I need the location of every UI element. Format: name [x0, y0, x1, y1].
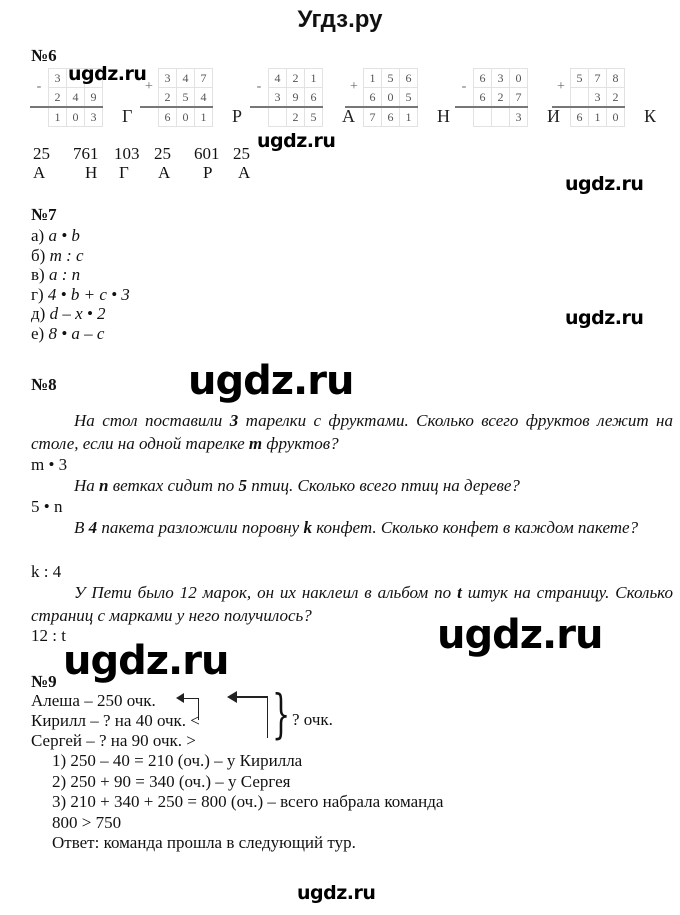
decode-number: 25: [233, 144, 250, 163]
digit-cell: 2: [287, 69, 305, 88]
decode-letter: А: [158, 163, 171, 182]
watermark: ugdz.ru: [437, 612, 603, 658]
task9-condition: [31, 691, 200, 751]
decode-number: 103: [114, 144, 140, 163]
decode-number: 761: [73, 144, 99, 163]
column-calculation: [455, 68, 560, 128]
task8-answer-1: m • 3: [31, 455, 68, 474]
digit-cell: 3: [492, 69, 510, 88]
digit-cell: 0: [177, 107, 195, 127]
digit-cell: 6: [159, 107, 177, 127]
watermark: ugdz.ru: [257, 130, 336, 152]
digit-cell: 5: [571, 69, 589, 88]
site-title: Угдз.ру: [297, 6, 383, 33]
digit-cell: 8: [607, 69, 625, 88]
digit-cell: 6: [364, 88, 382, 108]
digit-cell: 2: [492, 88, 510, 108]
solution-step: 1) 250 – 40 = 210 (оч.) – у Кирилла: [52, 751, 303, 770]
task7-item: е) 8 • a – c: [31, 323, 105, 343]
digit-cell: 9: [287, 88, 305, 108]
digit-cell: 1: [49, 107, 67, 127]
column-calculation: [345, 68, 450, 128]
watermark: ugdz.ru: [565, 307, 644, 329]
task7-list: [31, 226, 130, 343]
digit-cell: [492, 107, 510, 127]
digit-cell: 4: [195, 88, 213, 108]
digit-cell: 6: [382, 107, 400, 127]
digit-cell: [571, 88, 589, 108]
digit-cell: 7: [589, 69, 607, 88]
digit-cell: 2: [607, 88, 625, 108]
task9-solution: [52, 751, 443, 854]
digit-cell: 3: [510, 107, 528, 127]
digit-cell: 3: [589, 88, 607, 108]
result-letter: К: [644, 106, 657, 126]
digit-cell: 6: [571, 107, 589, 127]
task8-problem-4: У Пети было 12 марок, он их наклеил в альбом по t штук на страницу. Сколько страниц с марками у него получилось?: [31, 583, 673, 625]
task7-item: г) 4 • b + c • 3: [31, 284, 130, 304]
plus-sign: +: [350, 79, 358, 95]
decode-number: 601: [194, 144, 220, 163]
task8-answer-2: 5 • n: [31, 497, 63, 516]
digit-cell: 6: [474, 88, 492, 108]
digit-cell: 0: [510, 69, 528, 88]
digit-cell: 2: [49, 88, 67, 108]
digit-cell: 0: [607, 107, 625, 127]
task8-answer-3: k : 4: [31, 562, 62, 581]
decode-number: 25: [33, 144, 50, 163]
solution-step: 3) 210 + 340 + 250 = 800 (оч.) – всего набрала команда: [52, 792, 444, 811]
column-calculation: [140, 68, 243, 128]
digit-cell: 0: [382, 88, 400, 108]
minus-sign: -: [461, 79, 467, 95]
digit-cell: 7: [510, 88, 528, 108]
digit-cell: 1: [195, 107, 213, 127]
task8-problem-1: На стол поставили 3 тарелки с фруктами. Сколько всего фруктов лежит на столе, если на одной тарелке m фруктов?: [31, 411, 673, 453]
digit-cell: 3: [85, 107, 103, 127]
digit-cell: 5: [305, 107, 323, 127]
task6-heading: №6: [31, 46, 57, 65]
task7-item: б) m : c: [31, 245, 84, 265]
task7-item: д) d – x • 2: [31, 304, 106, 323]
digit-cell: 6: [305, 88, 323, 108]
digit-cell: [474, 107, 492, 127]
column-calculation: [250, 68, 355, 128]
digit-cell: 5: [400, 88, 418, 108]
digit-cell: 9: [85, 88, 103, 108]
result-letter: Н: [437, 106, 450, 126]
plus-sign: +: [557, 79, 565, 95]
digit-cell: 6: [474, 69, 492, 88]
decode-letter: Р: [203, 163, 213, 182]
brace-label: ? очк.: [292, 710, 333, 729]
decode-letter: А: [33, 163, 46, 182]
task8-answer-4: 12 : t: [31, 626, 66, 645]
watermark: ugdz.ru: [565, 173, 644, 195]
digit-cell: 7: [364, 107, 382, 127]
condition-line: Алеша – 250 очк.: [31, 691, 156, 710]
decode-number: 25: [154, 144, 171, 163]
digit-cell: 3: [269, 88, 287, 108]
decode-letter: А: [238, 163, 251, 182]
solution-step: 2) 250 + 90 = 340 (оч.) – у Сергея: [52, 771, 291, 791]
watermark: ugdz.ru: [297, 882, 376, 904]
digit-cell: 1: [364, 69, 382, 88]
digit-cell: 1: [589, 107, 607, 127]
digit-cell: 4: [269, 69, 287, 88]
minus-sign: -: [256, 79, 262, 95]
solution-answer: Ответ: команда прошла в следующий тур.: [52, 833, 356, 852]
result-letter: А: [342, 106, 355, 126]
digit-cell: 1: [400, 107, 418, 127]
task7-item: а) a • b: [31, 226, 80, 245]
digit-cell: 3: [49, 69, 67, 88]
task9-heading: №9: [31, 672, 57, 691]
digit-cell: 4: [67, 88, 85, 108]
task8-heading: №8: [31, 375, 57, 394]
digit-cell: 2: [159, 88, 177, 108]
minus-sign: -: [36, 79, 42, 95]
brace-icon: }: [272, 685, 291, 745]
plus-sign: +: [145, 79, 153, 95]
solution-step: 800 > 750: [52, 812, 122, 832]
result-letter: И: [547, 106, 560, 126]
digit-cell: 7: [195, 69, 213, 88]
digit-cell: 3: [159, 69, 177, 88]
task7-heading: №7: [31, 205, 57, 224]
watermark: ugdz.ru: [68, 63, 147, 85]
task8-problem-2: На n ветках сидит по 5 птиц. Сколько всего птиц на дереве?: [74, 476, 520, 495]
column-calculation: [552, 68, 657, 128]
result-letter: Г: [122, 106, 133, 126]
decode-letter: Г: [119, 163, 129, 182]
task7-item: в) a : n: [31, 265, 81, 284]
task8-problem-3: В 4 пакета разложили поровну k конфет. Сколько конфет в каждом пакете?: [74, 518, 639, 537]
digit-cell: 5: [382, 69, 400, 88]
watermark: ugdz.ru: [63, 638, 229, 684]
digit-cell: 6: [400, 69, 418, 88]
decode-letter: Н: [85, 163, 98, 182]
digit-cell: 5: [177, 88, 195, 108]
digit-cell: [269, 107, 287, 127]
result-letter: Р: [232, 106, 243, 126]
condition-line: Кирилл – ? на 40 очк. <: [31, 711, 200, 730]
digit-cell: 1: [305, 69, 323, 88]
condition-line: Сергей – ? на 90 очк. >: [31, 731, 196, 750]
digit-cell: 2: [287, 107, 305, 127]
digit-cell: 4: [177, 69, 195, 88]
digit-cell: 0: [67, 107, 85, 127]
watermark: ugdz.ru: [188, 358, 354, 404]
